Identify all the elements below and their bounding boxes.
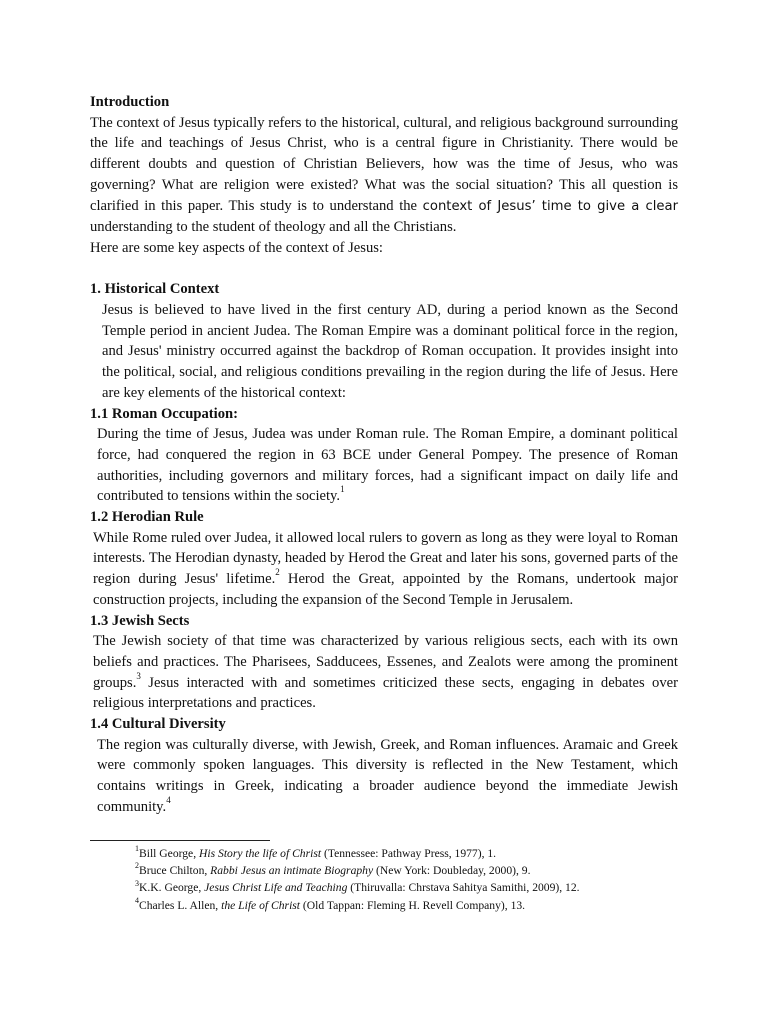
footnote-separator: [90, 840, 270, 841]
footnote-item: [135, 879, 695, 896]
section-1-2-text-b: Herod the Great, appointed by the Romans, undertook major construction projects, including the expansion of the Second Temple in Jerusalem.: [93, 571, 678, 608]
footnote-details: (Thiruvalla: Chrstava Sahitya Samithi, 2009), 12.: [347, 881, 580, 895]
footnote-author: Charles L. Allen,: [139, 898, 222, 912]
intro-text: The context of Jesus typically refers to the historical, cultural, and religious background surrounding the life and teachings of Jesus Christ, who is a central figure in Christianity. There would be different doubts and question of Christian Believers, how was the time of Jesus, who was governing? What are religion were existed? What was the social situation? This all question is clarified in this paper. This study is to understand the: [90, 114, 678, 214]
intro-text-sans: context of Jesus’ time to give a clear: [422, 198, 678, 214]
footnote-title: His Story the life of Christ: [199, 847, 322, 860]
intro-text-end: understanding to the student of theology and all the Christians.: [90, 219, 457, 236]
footnote-details: (Old Tappan: Fleming H. Revell Company), 13.: [300, 898, 526, 912]
section-1-3-text-a: The Jewish society of that time was characterized by various religious sects, each with its own beliefs and practices. The Pharisees, Sadducees, Essenes, and Zealots were among the prominent groups.: [93, 633, 678, 691]
footnotes: [135, 845, 695, 914]
footnote-number: 4: [135, 895, 139, 905]
section-1-3-heading: 1.3 Jewish Sects: [90, 612, 190, 629]
blank-line: [90, 259, 678, 280]
footnote-details: (New York: Doubleday, 2000), 9.: [373, 864, 531, 878]
footnote-item: [135, 862, 695, 879]
footnote-ref-3[interactable]: 3: [136, 670, 141, 681]
section-1-heading: 1. Historical Context: [90, 281, 220, 298]
footnote-title: Rabbi Jesus an intimate Biography: [210, 864, 374, 878]
footnote-title: Jesus Christ Life and Teaching: [204, 881, 348, 895]
section-1-4-paragraph: [90, 735, 678, 818]
footnote-author: K.K. George,: [139, 881, 205, 895]
footnote-author: Bill George,: [139, 847, 200, 860]
footnote-item: [135, 845, 695, 862]
section-1-2-text-a: While Rome ruled over Judea, it allowed local rulers to govern as long as they were loyal to Roman interests. The Herodian dynasty, headed by Herod the Great and later his sons, governed parts of the region during Jesus' lifetime.: [93, 529, 678, 588]
section-1-2-paragraph: [90, 528, 678, 611]
section-1-paragraph: Jesus is believed to have lived in the first century AD, during a period known as the Second Temple period in ancient Judea. The Roman Empire was a dominant political force in the region, and Jesus' ministry occurred against the backdrop of Roman occupation. It provides insight into the political, social, and religious conditions prevailing in the region during the life of Jesus. Here are key elements of the historical context:: [102, 302, 678, 401]
footnote-ref-1[interactable]: 1: [340, 484, 345, 495]
section-1-4-text: The region was culturally diverse, with Jewish, Greek, and Roman influences. Aramaic and Greek were commonly spoken languages. This diversity is reflected in the New Testament, which contains writings in Greek, indicating a broader audience beyond the immediate Jewish community.: [97, 736, 678, 815]
section-1-3-paragraph: [90, 631, 678, 714]
footnote-title: the Life of Christ: [221, 898, 301, 912]
footnote-item: [135, 897, 695, 914]
key-aspects-line: Here are some key aspects of the context of Jesus:: [90, 239, 383, 256]
section-1-1-text: During the time of Jesus, Judea was under Roman rule. The Roman Empire, a dominant political force, had conquered the region in 63 BCE under General Pompey. The presence of Roman authorities, including governors and military forces, had a significant impact on daily life and contributed to tensions within the society.: [97, 426, 678, 505]
section-1-1-heading: 1.1 Roman Occupation:: [90, 405, 238, 422]
section-1-2-heading: 1.2 Herodian Rule: [90, 509, 204, 526]
footnote-ref-4[interactable]: 4: [166, 795, 171, 806]
section-1-4-heading: 1.4 Cultural Diversity: [90, 716, 226, 733]
footnote-details: (Tennessee: Pathway Press, 1977), 1.: [321, 847, 497, 860]
footnote-number: 2: [135, 861, 139, 871]
footnote-number: 3: [135, 878, 139, 888]
document-page: [90, 92, 678, 818]
intro-heading: Introduction: [90, 94, 170, 110]
section-1-3-text-b: Jesus interacted with and sometimes criticized these sects, engaging in debates over religious interpretations and practices.: [93, 674, 678, 712]
footnote-ref-2[interactable]: 2: [275, 567, 280, 578]
footnote-author: Bruce Chilton,: [139, 864, 211, 878]
intro-paragraph: [90, 113, 678, 238]
section-1-1-paragraph: [90, 424, 678, 507]
footnote-number: 1: [135, 844, 139, 854]
